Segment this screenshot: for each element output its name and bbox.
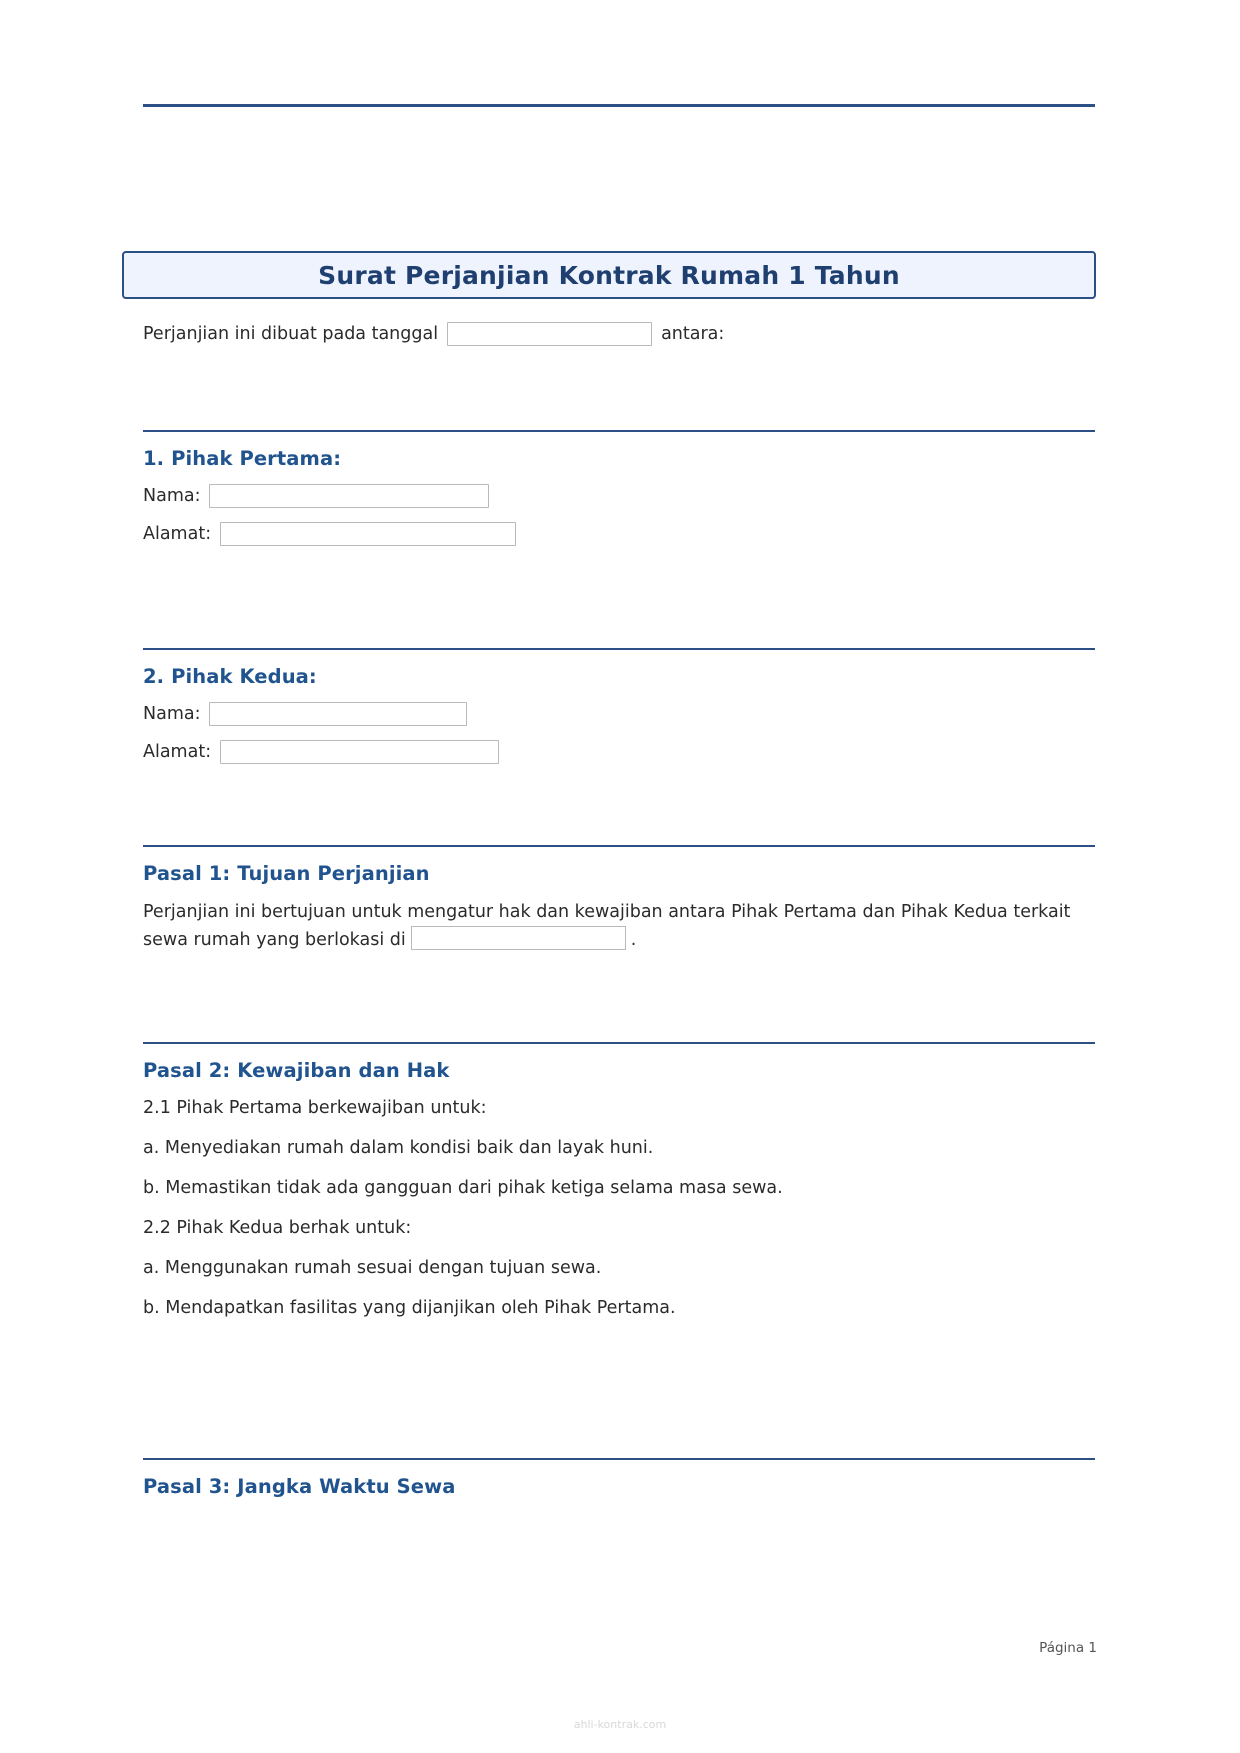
section-heading-pasal-2: Pasal 2: Kewajiban dan Hak bbox=[143, 1059, 450, 1082]
row-nama-pihak-kedua bbox=[143, 702, 1095, 726]
row-alamat-pihak-kedua bbox=[143, 740, 1095, 764]
nama-pihak-pertama-input[interactable] bbox=[209, 484, 489, 508]
clause-item: b. Mendapatkan fasilitas yang dijanjikan oleh Pihak Pertama. bbox=[143, 1298, 676, 1318]
section-heading-pihak-kedua: 2. Pihak Kedua: bbox=[143, 665, 317, 688]
row-alamat-pihak-pertama bbox=[143, 522, 1095, 546]
section-pasal-1 bbox=[143, 845, 1095, 955]
intro-line bbox=[143, 322, 724, 346]
header-divider bbox=[143, 104, 1095, 107]
section-divider bbox=[143, 1458, 1095, 1460]
clause-item: a. Menyediakan rumah dalam kondisi baik dan layak huni. bbox=[143, 1138, 654, 1158]
label-alamat: Alamat: bbox=[143, 524, 212, 544]
intro-text-after: antara: bbox=[661, 324, 725, 344]
document-title-box bbox=[122, 251, 1096, 299]
intro-text-before: Perjanjian ini dibuat pada tanggal bbox=[143, 324, 439, 344]
label-nama: Nama: bbox=[143, 486, 201, 506]
section-heading-pasal-3: Pasal 3: Jangka Waktu Sewa bbox=[143, 1475, 456, 1498]
section-heading-pasal-1: Pasal 1: Tujuan Perjanjian bbox=[143, 862, 430, 885]
section-pihak-pertama bbox=[143, 430, 1095, 546]
nama-pihak-kedua-input[interactable] bbox=[209, 702, 467, 726]
date-field[interactable] bbox=[447, 322, 652, 346]
section-pihak-kedua bbox=[143, 648, 1095, 764]
section-heading-pihak-pertama: 1. Pihak Pertama: bbox=[143, 447, 342, 470]
label-alamat: Alamat: bbox=[143, 742, 212, 762]
section-divider bbox=[143, 430, 1095, 432]
pasal-1-paragraph bbox=[143, 898, 1073, 955]
section-pasal-2 bbox=[143, 1042, 1095, 1318]
row-nama-pihak-pertama bbox=[143, 484, 1095, 508]
clause-item: a. Menggunakan rumah sesuai dengan tujuan sewa. bbox=[143, 1258, 602, 1278]
label-nama: Nama: bbox=[143, 704, 201, 724]
pasal-1-text-before: Perjanjian ini bertujuan untuk mengatur hak dan kewajiban antara Pihak Pertama dan Pihak Kedua terkait sewa rumah yang berlokasi di bbox=[143, 902, 1071, 951]
alamat-pihak-pertama-input[interactable] bbox=[220, 522, 516, 546]
clause-item: 2.2 Pihak Kedua berhak untuk: bbox=[143, 1218, 412, 1238]
alamat-pihak-kedua-input[interactable] bbox=[220, 740, 499, 764]
section-divider bbox=[143, 845, 1095, 847]
watermark-text: ahli-kontrak.com bbox=[573, 1718, 667, 1731]
section-pasal-3 bbox=[143, 1458, 1095, 1498]
section-divider bbox=[143, 648, 1095, 650]
page-number: Página 1 bbox=[1039, 1640, 1097, 1656]
page-title: Surat Perjanjian Kontrak Rumah 1 Tahun bbox=[318, 260, 900, 290]
section-divider bbox=[143, 1042, 1095, 1044]
lokasi-rumah-input[interactable] bbox=[411, 926, 626, 950]
pasal-1-text-after: . bbox=[630, 930, 637, 951]
clause-item: b. Memastikan tidak ada gangguan dari pihak ketiga selama masa sewa. bbox=[143, 1178, 783, 1198]
clause-item: 2.1 Pihak Pertama berkewajiban untuk: bbox=[143, 1098, 487, 1118]
